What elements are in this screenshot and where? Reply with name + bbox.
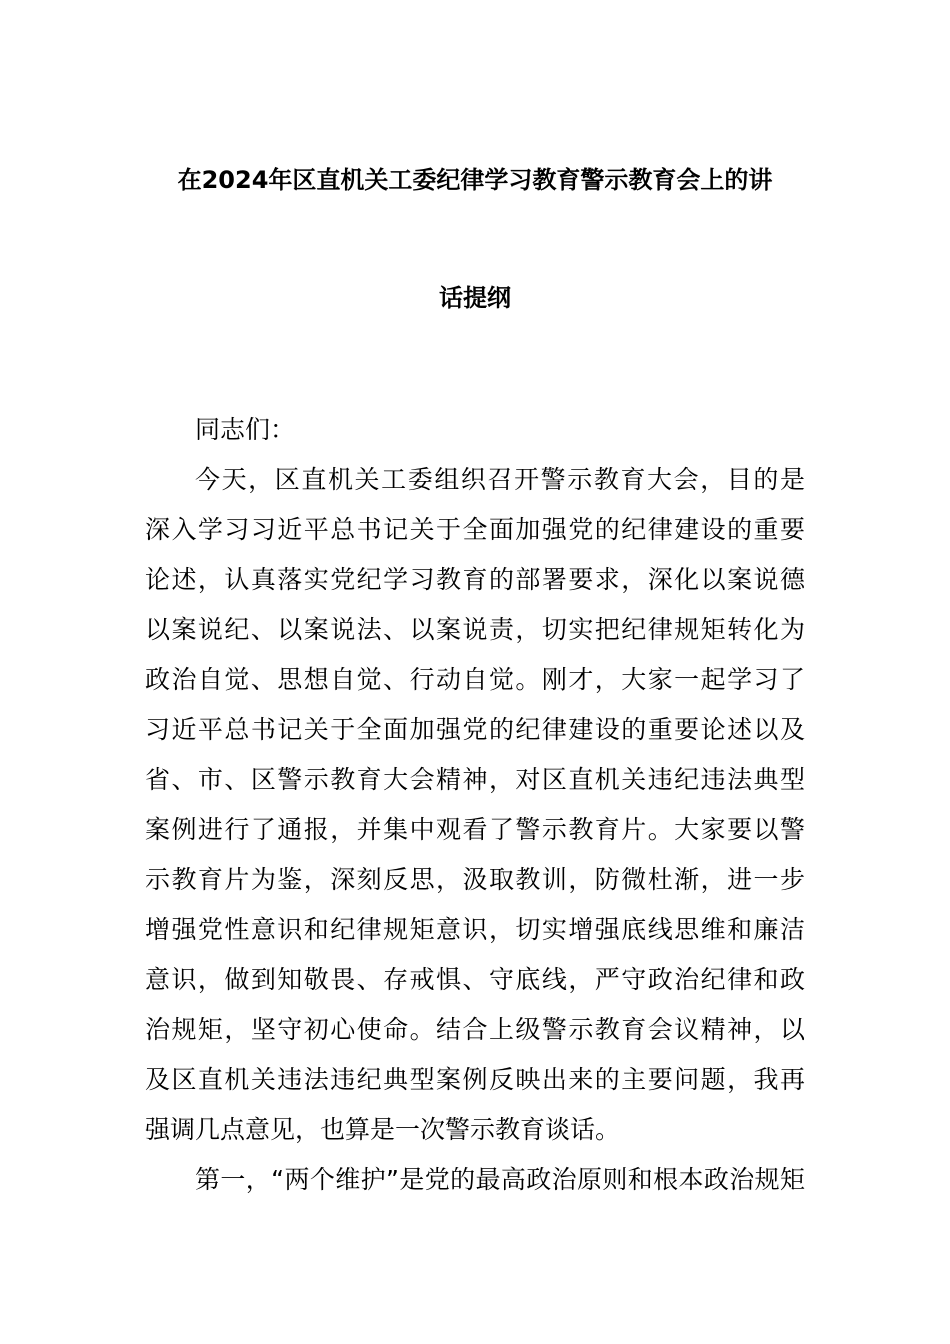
paragraph-line: 治规矩，坚守初心使命。结合上级警示教育会议精神，以 [145,1015,805,1044]
paragraph-line: 论述，认真落实党纪学习教育的部署要求，深化以案说德 [145,565,805,594]
paragraph-line: 增强党性意识和纪律规矩意识，切实增强底线思维和廉洁 [145,915,805,944]
document-body [145,405,805,1205]
paragraph-line: 第一，“两个维护”是党的最高政治原则和根本政治规矩 [195,1165,805,1194]
paragraph-line: 政治自觉、思想自觉、行动自觉。刚才，大家一起学习了 [145,665,805,694]
paragraph-line: 案例进行了通报，并集中观看了警示教育片。大家要以警 [145,815,805,844]
paragraph-line: 示教育片为鉴，深刻反思，汲取教训，防微杜渐，进一步 [145,865,805,894]
paragraph-line: 深入学习习近平总书记关于全面加强党的纪律建设的重要 [145,515,805,544]
paragraph-line: 及区直机关违法违纪典型案例反映出来的主要问题，我再 [145,1065,805,1094]
paragraph-line: 今天，区直机关工委组织召开警示教育大会，目的是 [195,465,805,494]
paragraph-line: 习近平总书记关于全面加强党的纪律建设的重要论述以及 [145,715,805,744]
document-title-line-2: 话提纲 [439,284,511,312]
paragraph-line: 省、市、区警示教育大会精神，对区直机关违纪违法典型 [145,765,805,794]
paragraph-line: 意识，做到知敬畏、存戒惧、守底线，严守政治纪律和政 [145,965,805,994]
paragraph-line: 强调几点意见，也算是一次警示教育谈话。 [145,1115,621,1144]
document-title-line-1: 在2024年区直机关工委纪律学习教育警示教育会上的讲 [177,166,773,194]
salutation: 同志们： [195,415,296,444]
paragraph-line: 以案说纪、以案说法、以案说责，切实把纪律规矩转化为 [145,615,805,644]
